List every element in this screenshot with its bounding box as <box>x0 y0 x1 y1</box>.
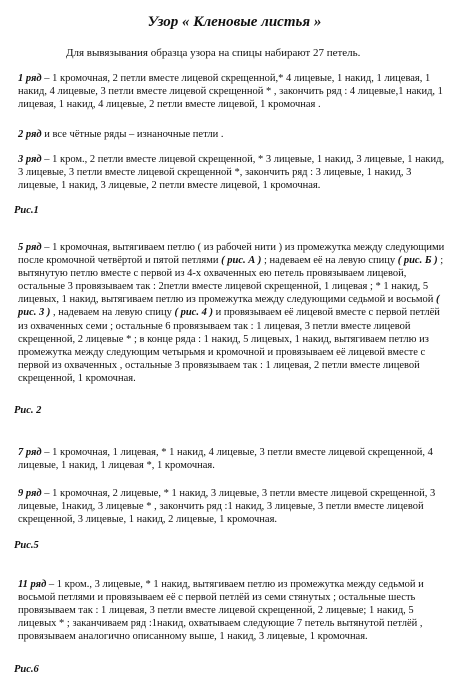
row-3-label: 3 ряд <box>18 154 42 165</box>
row-7-text: – 1 кромочная, 1 лицевая, * 1 накид, 4 лицевые, 3 петли вместе лицевой скрещенной, 4 лицевые, 1 накид, 1 лицевая *, 1 кромочная. <box>18 447 433 472</box>
figure-ref-b: ( рис. Б ) <box>397 255 438 267</box>
row-7-paragraph <box>18 446 450 472</box>
row-5-text-part-4: , надеваем на левую спицу <box>50 307 175 319</box>
figure-6-caption: Рис.6 <box>14 664 39 675</box>
row-2-text: и все чётные ряды – изнаночные петли . <box>41 129 224 140</box>
row-5-text-part-3: ; вытянутую петлю вместе с первой из 4-х охваченных ею петель провязываем лицевой, остальные 3 провязываем так : 2петли вместе лицевой скрещенной, 1 лицевая ; * 1 накид, 5 лицевых, 1 накид, вытягиваем петлю из промежутка между следующими седьмой и восьмой <box>18 255 444 306</box>
row-11-text: – 1 кром., 3 лицевые, * 1 накид, вытягиваем петлю из промежутка между седьмой и восьмой петлями и провязываем её с первой петлёй из семи стянутых ; остальные шесть провязываем так : 1 лицевая, 3 петли вместе лицевой скрещенной, 2 лицевые; 1 накид, 5 лицевых * ; заканчиваем ряд :1накид, охватываем следующие 7 петель вытянутой петлёй , провязываем аналогично описанному выше, 1 накид, 3 лицевые, 1 кромочная. <box>18 579 424 643</box>
figure-2-caption: Рис. 2 <box>14 405 42 416</box>
row-11-paragraph <box>18 578 450 643</box>
row-9-label: 9 ряд <box>18 488 42 499</box>
figure-ref-a: ( рис. А ) <box>221 255 262 267</box>
figure-ref-3: ( рис. 3 ) <box>18 294 440 319</box>
figure-ref-4: ( рис. 4 ) <box>174 307 213 319</box>
row-1-paragraph <box>18 72 450 111</box>
row-3-paragraph <box>18 153 450 192</box>
row-5-text-part-5: и провязываем её лицевой вместе с первой петлёй из охваченных семи ; остальные 6 провязываем так : 1 лицевая, 3 петли вместе лицевой скрещенной, 2 лицевые * ; в конце ряда : 1 накид, 5 лицевых, 1 накид, вытягиваем петлю из промежутка между следующим четырьмя и кромочной и провязываем её лицевой вместе с первой из охваченных , остальные 3 провязываем так : 1 лицевая, 2 петли вместе лицевой скрещенной, 1 кромочная. <box>18 307 440 384</box>
row-5-paragraph <box>18 241 450 385</box>
row-9-text: – 1 кромочная, 2 лицевые, * 1 накид, 3 лицевые, 3 петли вместе лицевой скрещенной, 3 лицевые, 1накид, 3 лицевые * , закончить ряд :1 накид, 3 лицевые, 3 петли вместе лицевой скрещенной, 3 лицевые, 1 накид, 2 лицевые, 1 кромочная. <box>18 488 436 526</box>
row-7-label: 7 ряд <box>18 447 42 458</box>
page-title: Узор « Кленовые листья » <box>147 14 322 30</box>
row-11-label: 11 ряд <box>18 579 47 590</box>
row-5-text-part-2: ; надеваем её на левую спицу <box>261 255 398 267</box>
row-1-label: 1 ряд <box>18 73 42 84</box>
row-1-text: – 1 кромочная, 2 петли вместе лицевой скрещенной,* 4 лицевые, 1 накид, 1 лицевая, 1 накид, 4 лицевые, 3 петли вместе лицевой скрещенной * , закончить ряд : 4 лицевые,1 накид, 1 лицевая, 1 накид, 4 лицевые, 2 петли вместе лицевой, 1 кромочная . <box>18 73 443 111</box>
row-2-paragraph <box>18 128 450 141</box>
figure-5-caption: Рис.5 <box>14 540 39 551</box>
row-3-text: – 1 кром., 2 петли вместе лицевой скрещенной, * 3 лицевые, 1 накид, 3 лицевые, 1 накид, 3 лицевые, 3 петли вместе лицевой скрещенной *, закончить ряд : 3 лицевые, 1 накид, 3 лицевые, 1 накид, 3 лицевые, 2 петли вместе лицевой, 1 кромочная. <box>18 154 445 192</box>
row-2-label: 2 ряд <box>18 129 42 140</box>
figure-1-caption: Рис.1 <box>14 205 39 216</box>
row-5-text-part-1: – 1 кромочная, вытягиваем петлю ( из рабочей нити ) из промежутка между следующими после кромочной четвёртой и пятой петлями <box>18 242 445 267</box>
intro-text: Для вывязывания образца узора на спицы набирают 27 петель. <box>66 47 361 59</box>
row-9-paragraph <box>18 487 450 526</box>
row-5-label: 5 ряд <box>18 242 42 253</box>
